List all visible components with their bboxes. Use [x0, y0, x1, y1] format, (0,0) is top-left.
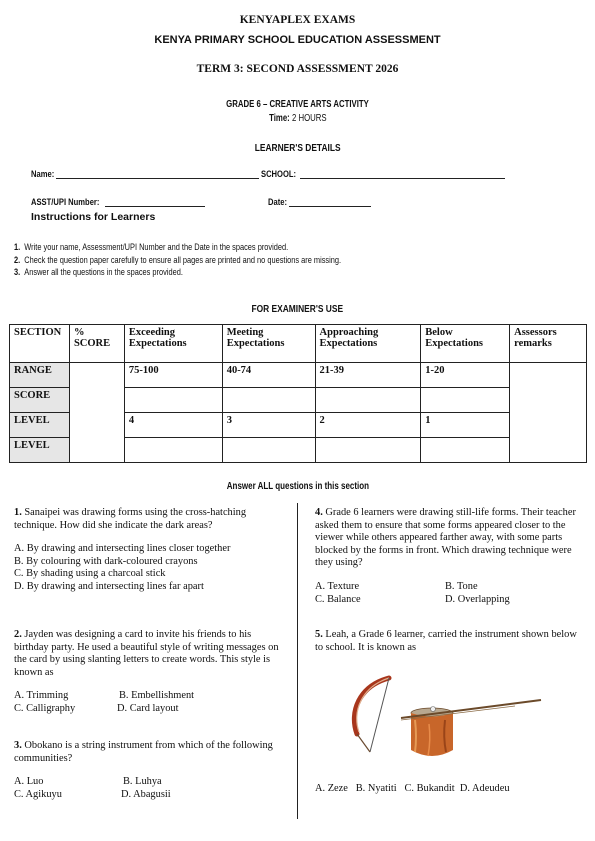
table-cell[interactable] — [124, 388, 222, 413]
option-a[interactable]: A. Luo — [14, 776, 44, 788]
date-field[interactable] — [289, 198, 371, 207]
question-5-options — [315, 783, 595, 796]
bow-icon — [354, 678, 389, 752]
instructions-list — [14, 242, 574, 280]
table-cell: 75-100 — [124, 363, 222, 388]
date-label: Date: — [268, 197, 288, 208]
table-cell: 3 — [222, 413, 315, 438]
option-c[interactable]: C. Bukandit — [404, 783, 455, 794]
header-remarks: Assessors remarks — [510, 325, 587, 363]
header-below: Below Expectations — [421, 325, 510, 363]
instruction-item: 1. Write your name, Assessment/UPI Number and the Date in the spaces provided. — [14, 242, 289, 253]
school-label: SCHOOL: — [261, 169, 297, 180]
table-cell: 40-74 — [222, 363, 315, 388]
time-line — [0, 108, 595, 126]
header-meeting: Meeting Expectations — [222, 325, 315, 363]
time-value: 2 HOURS — [291, 113, 327, 124]
details-title: LEARNER'S DETAILS — [254, 142, 341, 154]
name-label: Name: — [31, 169, 55, 180]
row-label: LEVEL — [10, 438, 70, 463]
table-cell[interactable] — [315, 438, 421, 463]
examiner-table — [9, 324, 587, 463]
column-divider — [297, 503, 298, 819]
option-a[interactable]: A. Zeze — [315, 783, 348, 794]
table-cell[interactable] — [124, 438, 222, 463]
row-label: LEVEL — [10, 413, 70, 438]
option-b[interactable]: B. Luhya — [123, 776, 162, 788]
option-c[interactable]: C. By shading using a charcoal stick — [14, 568, 166, 580]
header-score: % SCORE — [69, 325, 124, 363]
header-exceeding: Exceeding Expectations — [124, 325, 222, 363]
question-2: 2. Jayden was designing a card to invite his friends to his birthday party. He used a beautiful style of writing messages on the card by using slanting letters to create words. This style is known as A. Trimming B. Embellishment C. Calligraphy D. Card layout — [14, 629, 279, 714]
header-section: SECTION — [10, 325, 70, 363]
instruction-item: 2. Check the question paper carefully to ensure all pages are printed and no questions are missing. — [14, 254, 342, 266]
option-b[interactable]: B. Embellishment — [119, 690, 195, 702]
name-field[interactable] — [56, 170, 259, 179]
instrument-image — [345, 672, 545, 772]
school-field[interactable] — [300, 170, 505, 179]
table-cell: 1-20 — [421, 363, 510, 388]
question-1: 1. Sanaipei was drawing forms using the cross-hatching technique. How did she indicate the dark areas? A. By drawing and intersecting lines closer together B. By colouring with dark-coloured crayons C. By shading using a charcoal stick D. By drawing and intersecting lines far apart — [14, 507, 284, 594]
option-d[interactable]: D. By drawing and intersecting lines far apart — [14, 580, 204, 592]
option-c[interactable]: C. Balance — [315, 593, 361, 605]
table-header-row — [10, 325, 587, 363]
option-a[interactable]: A. Texture — [315, 580, 360, 592]
section-note: Answer ALL questions in this section — [226, 481, 369, 492]
instructions-title: Instructions for Learners — [31, 211, 156, 223]
table-row — [10, 363, 587, 388]
table-cell[interactable] — [315, 388, 421, 413]
upi-field[interactable] — [105, 198, 205, 207]
row-label: RANGE — [10, 363, 70, 388]
option-b[interactable]: B. Tone — [445, 580, 478, 592]
option-b[interactable]: B. Nyatiti — [355, 783, 397, 794]
option-c[interactable]: C. Agikuyu — [14, 788, 62, 800]
table-cell: 2 — [315, 413, 421, 438]
question-text: Obokano is a string instrument from which of the following communities? — [14, 740, 273, 764]
question-3: 3. Obokano is a string instrument from which of the following communities? A. Luo B. Luhya C. Agikuyu D. Abagusii — [14, 740, 273, 800]
score-cell[interactable] — [69, 363, 124, 463]
table-cell[interactable] — [222, 438, 315, 463]
assessment-title: KENYA PRIMARY SCHOOL EDUCATION ASSESSMENT — [154, 34, 441, 46]
table-cell[interactable] — [222, 388, 315, 413]
option-d[interactable]: D. Overlapping — [445, 593, 510, 605]
option-a[interactable]: A. By drawing and intersecting lines closer together — [14, 543, 231, 555]
option-d[interactable]: D. Card layout — [117, 702, 179, 714]
option-b[interactable]: B. By colouring with dark-coloured crayons — [14, 555, 198, 567]
term-title: TERM 3: SECOND ASSESSMENT 2026 — [196, 63, 399, 75]
instruction-item: 3. Answer all the questions in the spaces provided. — [14, 267, 183, 278]
table-cell[interactable] — [421, 388, 510, 413]
question-text: Sanaipei was drawing forms using the cross-hatching technique. How did she indicate the dark areas? — [14, 507, 247, 531]
question-5: 5. Leah, a Grade 6 learner, carried the instrument shown below to school. It is known as — [315, 629, 577, 653]
org-title: KENYAPLEX EXAMS — [239, 14, 356, 26]
table-cell: 4 — [124, 413, 222, 438]
option-c[interactable]: C. Calligraphy — [14, 702, 76, 714]
upi-label: ASST/UPI Number: — [31, 197, 100, 208]
grade-text: GRADE 6 – CREATIVE ARTS ACTIVITY — [226, 99, 369, 110]
table-cell: 21-39 — [315, 363, 421, 388]
time-label: Time: — [268, 113, 290, 124]
option-d[interactable]: D. Abagusii — [121, 788, 171, 800]
examiner-title: FOR EXAMINER'S USE — [251, 303, 344, 315]
option-a[interactable]: A. Trimming — [14, 690, 69, 702]
question-text: Grade 6 learners were drawing still-life forms. Their teacher asked them to ensure that some forms appeared closer to the viewer while others appeared farther away, with some parts blocked by the forms in front. Which drawing technique were they using? — [315, 507, 576, 569]
remarks-cell[interactable] — [510, 363, 587, 463]
question-text: Leah, a Grade 6 learner, carried the instrument shown below to school. It is known as — [315, 629, 577, 653]
header-approaching: Approaching Expectations — [315, 325, 421, 363]
row-label: SCORE — [10, 388, 70, 413]
question-text: Jayden was designing a card to invite his friends to his birthday party. He used a beautiful style of writing messages on the card by using slanting letters to create words. This style is known as — [14, 629, 279, 678]
question-4: 4. Grade 6 learners were drawing still-life forms. Their teacher asked them to ensure that some forms appeared closer to the viewer while others appeared farther away, with some parts blocked by the forms in front. Which drawing technique were they using? A. Texture B. Tone C. Balance D. Overlapping — [315, 507, 576, 605]
table-cell[interactable] — [421, 438, 510, 463]
drum-icon — [401, 700, 541, 756]
table-cell: 1 — [421, 413, 510, 438]
option-d[interactable]: D. Adeudeu — [459, 783, 510, 794]
